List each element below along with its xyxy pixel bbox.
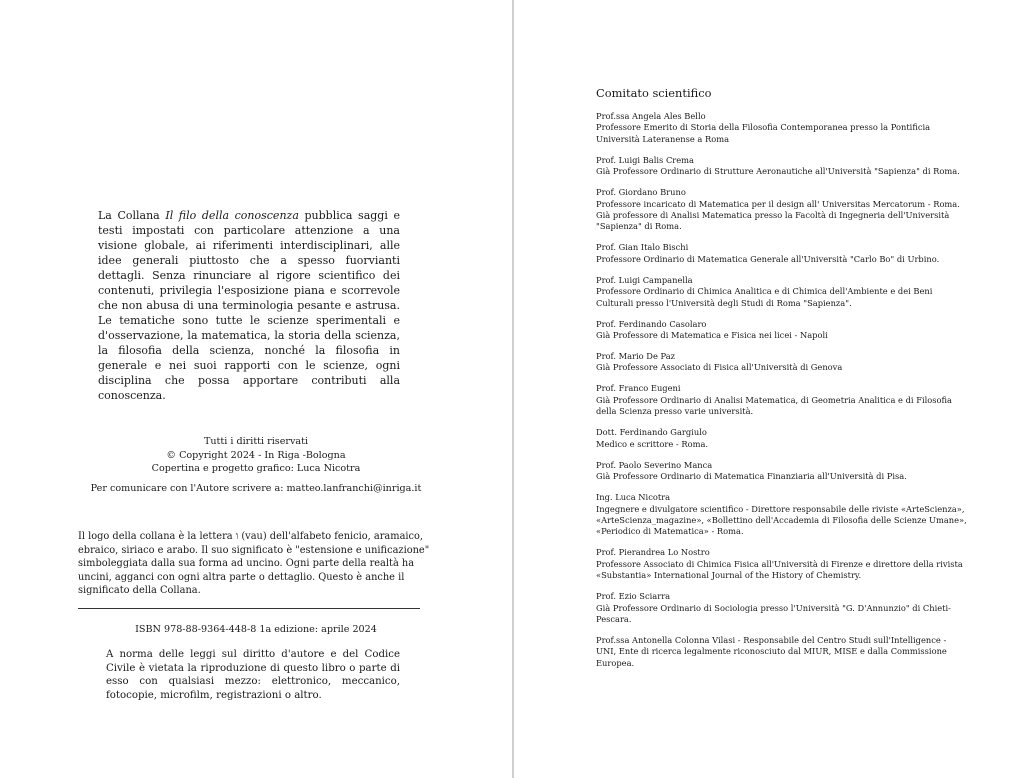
vau-letter-glyph: ו — [235, 531, 239, 542]
right-page — [514, 0, 1024, 778]
member-role: Professore incaricato di Matematica per il design all' Universitas Mercatorum - Roma. Già professore di Analisi Matematica presso la Facoltà di Ingegneria dell'Università "Sapienza" di Roma. — [596, 198, 960, 232]
cover-credit: Copertina e progetto grafico: Luca Nicotra — [151, 463, 361, 474]
logo-note — [78, 530, 434, 598]
member-name: Ing. Luca Nicotra — [596, 492, 671, 503]
member-name: Prof. Ferdinando Casolaro — [596, 318, 707, 329]
member-name: Dott. Ferdinando Gargiulo — [596, 427, 707, 438]
committee-member — [596, 319, 968, 342]
committee-member — [596, 547, 968, 581]
member-role: Professore Associato di Chimica Fisica all'Università di Firenze e direttore della rivista «Substantia» International Journal of the History of Chemistry. — [596, 558, 963, 581]
author-contact: Per comunicare con l'Autore scrivere a: matteo.lanfranchi@inriga.it — [90, 483, 422, 494]
member-name: Prof. Luigi Balis Crema — [596, 154, 694, 165]
logo-note-after: (vau) dell'alfabeto fenicio, aramaico, ebraico, siriaco e arabo. Il suo significato è "estensione e unificazione" simboleggiata dalla sua forma ad uncino. Ogni parte della realtà ha uncini, agganci con ogni altra parte o dettaglio. Questo è anche il significato della Collana. — [78, 531, 430, 597]
committee-member — [596, 275, 968, 309]
member-role: Già Professore Ordinario di Strutture Aeronautiche all'Università "Sapienza" di Roma. — [596, 166, 960, 177]
member-role: Già Professore Associato di Fisica all'Università di Genova — [596, 362, 843, 373]
committee-member — [596, 111, 968, 145]
member-role: Ingegnere e divulgatore scientifico - Direttore responsabile delle riviste «ArteScienza», «ArteScienza_magazine», «Bollettino dell'Accademia di Filosofia delle Scienze Umane», «Periodico di Matematica» - Roma. — [596, 503, 967, 537]
committee-member — [596, 591, 968, 625]
member-name: Prof.ssa Angela Ales Bello — [596, 111, 706, 121]
committee-member — [596, 460, 968, 483]
series-description-prefix: La Collana — [98, 209, 166, 222]
series-title: Il filo della conoscenza — [165, 209, 299, 222]
divider-rule — [78, 608, 420, 609]
isbn-line: ISBN 978-88-9364-448-8 1a edizione: aprile 2024 — [135, 624, 377, 635]
copyright-line: © Copyright 2024 - In Riga -Bologna — [166, 449, 346, 461]
member-name: Prof. Ezio Sciarra — [596, 591, 671, 602]
committee-member — [596, 427, 968, 450]
committee-member-list — [596, 111, 968, 669]
member-role: - Responsabile del Centro Studi sull'Intelligence - UNI, Ente di ricerca legalmente riconosciuto dal MIUR, MISE e dalla Commissione Europea. — [596, 634, 947, 668]
member-name: Prof. Pierandrea Lo Nostro — [596, 547, 710, 558]
logo-note-before: Il logo della collana è la lettera — [78, 531, 236, 542]
member-role: Già Professore di Matematica e Fisica nei licei - Napoli — [596, 330, 828, 341]
member-role: Professore Ordinario di Matematica Generale all'Università "Carlo Bo" di Urbino. — [596, 253, 940, 264]
member-role: Già Professore Ordinario di Analisi Matematica, di Geometria Analitica e di Filosofia della Scienza presso varie università. — [596, 394, 952, 417]
member-role: Professore Emerito di Storia della Filosofia Contemporanea presso la Pontificia Università Lateranense a Roma — [596, 122, 931, 144]
member-name: Prof.ssa Antonella Colonna Vilasi — [596, 634, 736, 645]
committee-member — [596, 351, 968, 374]
member-role: Medico e scrittore - Roma. — [596, 438, 709, 449]
rights-reserved: Tutti i diritti riservati — [203, 436, 309, 447]
copyright-law-notice: A norma delle leggi sul diritto d'autore e del Codice Civile è vietata la riproduzione di questo libro o parte di esso con qualsiasi mezzo: elettronico, meccanico, fotocopie, microfilm, registrazioni o altro. — [106, 649, 400, 701]
committee-member — [596, 635, 968, 669]
committee-title: Comitato scientifico — [596, 86, 712, 100]
committee-member-entry — [596, 635, 968, 669]
member-role: Già Professore Ordinario di Matematica Finanziaria all'Università di Pisa. — [596, 471, 907, 482]
series-description-body: pubblica saggi e testi impostati con particolare attenzione a una visione globale, ai riferimenti interdisciplinari, alle idee generali piuttosto che a spesso fuorvianti dettagli. Senza rinunciare al rigore scientifico dei contenuti, privilegia l'esposizione piana e scorrevole che non abusa di una terminologia pesante e astrusa. Le tematiche sono tutte le scienze sperimentali e d'osservazione, la matematica, la storia della scienza, la filosofia della scienza, nonché la filosofia in generale e nei suoi rapporti con le scienze, ogni disciplina che possa apportare contributi alla conoscenza. — [98, 209, 400, 402]
member-name: Prof. Gian Italo Bischi — [596, 242, 689, 253]
member-name: Prof. Mario De Paz — [596, 351, 676, 362]
rights-block — [60, 435, 452, 476]
scientific-committee — [596, 86, 968, 679]
member-role: Professore Ordinario di Chimica Analitica e di Chimica dell'Ambiente e dei Beni Culturali presso l'Università degli Studi di Roma "Sapienza". — [596, 286, 933, 308]
committee-member — [596, 383, 968, 417]
committee-member — [596, 187, 968, 233]
member-name: Prof. Franco Eugeni — [596, 383, 681, 394]
committee-member — [596, 155, 968, 178]
series-description — [98, 208, 400, 403]
member-name: Prof. Luigi Campanella — [596, 274, 693, 285]
member-role: Già Professore Ordinario di Sociologia presso l'Università "G. D'Annunzio" di Chieti-Pescara. — [596, 602, 951, 624]
committee-member — [596, 492, 968, 538]
committee-member — [596, 242, 968, 265]
member-name: Prof. Giordano Bruno — [596, 187, 686, 198]
member-name: Prof. Paolo Severino Manca — [596, 459, 713, 470]
